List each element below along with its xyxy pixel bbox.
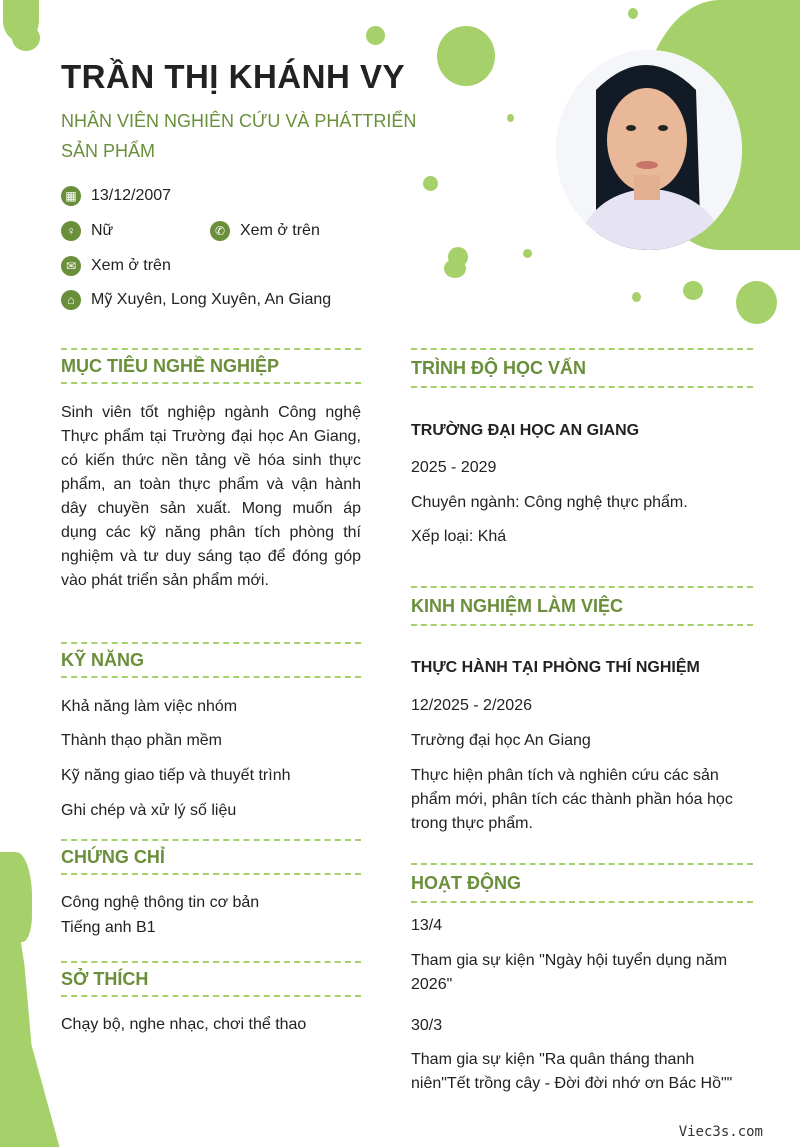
section-title: KINH NGHIỆM LÀM VIỆC (411, 595, 624, 616)
decor-blob (423, 176, 438, 191)
hobbies-text: Chạy bộ, nghe nhạc, chơi thể thao (61, 1016, 307, 1033)
decor-blob (628, 8, 638, 19)
decor-blob (437, 26, 495, 86)
section-title: HOẠT ĐỘNG (411, 872, 521, 893)
section-title: SỞ THÍCH (61, 968, 149, 989)
education-major: Chuyên ngành: Công nghệ thực phẩm. (411, 494, 688, 511)
skill-item: Thành thạo phần mềm (61, 732, 222, 749)
education-heading (411, 348, 753, 388)
certificate-item: Công nghệ thông tin cơ bản (61, 894, 260, 911)
decor-blob (0, 920, 70, 1147)
activity-date: 13/4 (411, 917, 443, 934)
certificates-heading (61, 839, 361, 875)
experience-title: THỰC HÀNH TẠI PHÒNG THÍ NGHIỆM (411, 659, 700, 676)
decor-blob (444, 259, 466, 278)
skill-item: Khả năng làm việc nhóm (61, 698, 238, 715)
candidate-position: NHÂN VIÊN NGHIÊN CỨU VÀ PHÁTTRIỂN SẢN PHẨM (61, 111, 417, 161)
birthday-row (61, 186, 171, 206)
skill-item: Kỹ năng giao tiếp và thuyết trình (61, 767, 291, 784)
hobbies-heading (61, 961, 361, 997)
birthday: 13/12/2007 (91, 187, 172, 204)
activity-date: 30/3 (411, 1017, 443, 1034)
activities-heading (411, 863, 753, 903)
section-title: CHỨNG CHỈ (61, 846, 165, 867)
certificate-item: Tiếng anh B1 (61, 919, 156, 936)
home-icon: ⌂ (61, 290, 81, 310)
objective-heading (61, 348, 361, 384)
experience-period: 12/2025 - 2/2026 (411, 697, 532, 714)
activity-desc: Tham gia sự kiện "Ra quân tháng thanh niên"Tết trồng cây - Đời đời nhớ ơn Bác Hồ"" (411, 1051, 733, 1092)
email: Xem ở trên (91, 257, 171, 274)
address: Mỹ Xuyên, Long Xuyên, An Giang (91, 291, 332, 308)
decor-blob (12, 25, 40, 51)
decor-blob (632, 292, 641, 302)
objective-text: Sinh viên tốt nghiệp ngành Công nghệ Thực phẩm tại Trường đại học An Giang, có kiến thức nền tảng về hóa sinh thực phẩm, an toàn thực phẩm và vận hành dây chuyền sản xuất. Mong muốn áp dụng các kỹ năng phân tích phòng thí nghiệm và tư duy sáng tạo để đóng góp vào phát triển sản phẩm mới. (61, 404, 361, 589)
decor-blob (366, 26, 385, 45)
phone: Xem ở trên (240, 222, 320, 239)
gender-row (61, 221, 113, 241)
school-name: TRƯỜNG ĐẠI HỌC AN GIANG (411, 422, 640, 439)
profile-photo (556, 50, 742, 250)
gender-icon: ♀ (61, 221, 81, 241)
activity-desc: Tham gia sự kiện "Ngày hội tuyển dụng năm 2026" (411, 952, 728, 993)
section-title: MỤC TIÊU NGHỀ NGHIỆP (61, 355, 280, 376)
decor-blob (523, 249, 532, 258)
decor-blob (683, 281, 703, 300)
skills-heading (61, 642, 361, 678)
education-grade: Xếp loại: Khá (411, 528, 507, 545)
address-row (61, 290, 331, 310)
skill-item: Ghi chép và xử lý số liệu (61, 802, 237, 819)
decor-blob (507, 114, 514, 122)
candidate-name: TRẦN THỊ KHÁNH VY (61, 58, 405, 95)
education-period: 2025 - 2029 (411, 459, 497, 476)
gender: Nữ (91, 222, 114, 239)
experience-desc: Thực hiện phân tích và nghiên cứu các sản phẩm mới, phân tích các thành phần hóa học trong thực phẩm. (411, 767, 733, 832)
decor-blob (736, 281, 777, 324)
calendar-icon: ▦ (61, 186, 81, 206)
email-row (61, 256, 171, 276)
phone-icon: ✆ (210, 221, 230, 241)
section-title: TRÌNH ĐỘ HỌC VẤN (411, 357, 586, 378)
phone-row (210, 221, 320, 241)
envelope-icon: ✉ (61, 256, 81, 276)
experience-org: Trường đại học An Giang (411, 732, 591, 749)
section-title: KỸ NĂNG (61, 649, 145, 670)
experience-heading (411, 586, 753, 626)
watermark: Viec3s.com (678, 1124, 763, 1140)
